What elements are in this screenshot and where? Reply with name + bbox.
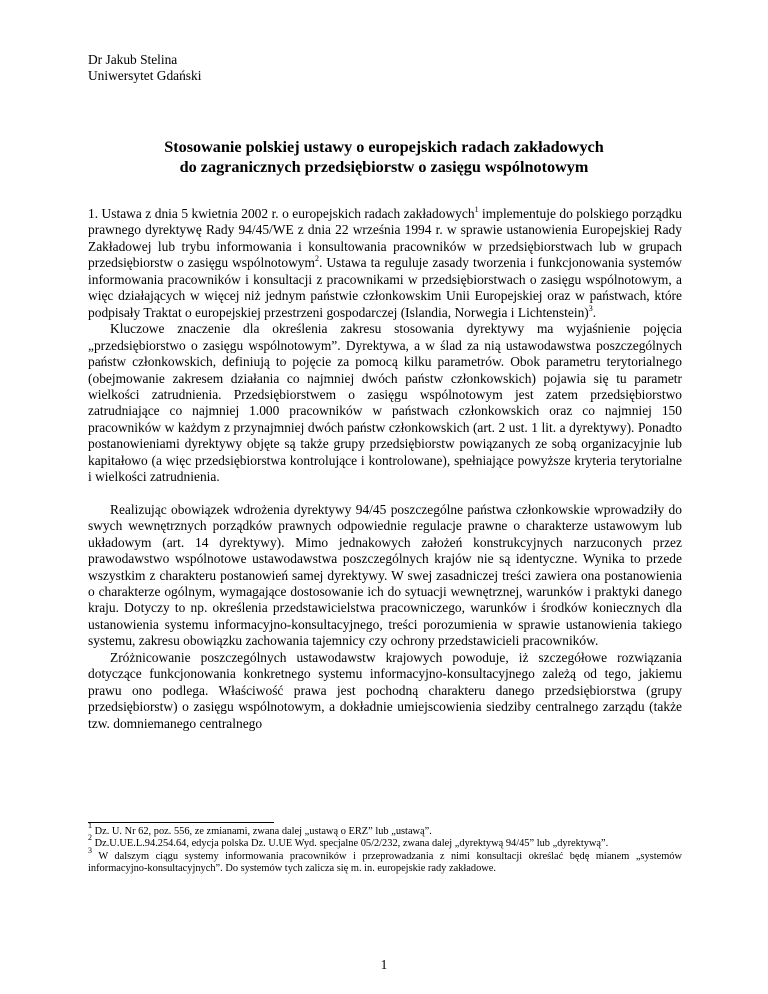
page-number: 1 [380,957,388,972]
footnote-ref-1: 1 [474,205,479,214]
paragraph-1-text-c: . Ustawa ta reguluje zasady tworzenia i funkcjonowania systemów informowania pracowników i konsultacji z pracownikami w przedsiębiorstwach o zasięgu wspólnotowym, a więc działających w więcej niż jednym państwie członkowskim Unii Europejskiej oraz w państwach, które podpisały Traktat o europejskiej przestrzeni gospodarczej (Islandia, Norwegia i Lichtenstein) [88,255,682,320]
footnote-1 [88,821,682,838]
paragraph-1-text-a: 1. Ustawa z dnia 5 kwietnia 2002 r. o europejskich radach zakładowych [88,206,475,221]
footnote-separator [88,822,274,823]
footnote-1-number: 1 [88,821,92,830]
footnote-3-text: W dalszym ciągu systemy informowania pracowników i przeprowadzania z nimi konsultacji określać będę mianem „systemów informacyjno-konsultacyjnych”. Do systemów tych zalicza się m. in. europejskie rady zakładowe. [88,850,682,874]
title-line-1: Stosowanie polskiej ustawy o europejskich radach zakładowych [164,138,604,156]
title-line-2: do zagranicznych przedsiębiorstw o zasięgu wspólnotowym [179,157,589,176]
author-name: Dr Jakub Stelina [88,52,178,67]
paragraph-4: Zróżnicowanie poszczególnych ustawodawstw krajowych powoduje, iż szczegółowe rozwiązania dotyczące funkcjonowania konkretnego systemu informacyjno-konsultacyjnego zależą od tego, jakiemu prawu ono podlega. Właściwość prawa jest pochodną charakteru danego przedsiębiorstwa (grupy przedsiębiorstw) o zasięgu wspólnotowym, a dokładnie umiejscowienia siedziby centralnego zarządu (także tzw. domniemanego centralnego [88,649,682,731]
paragraph-1-text-b: implementuje do polskiego porządku prawnego dyrektywę Rady 94/45/WE z dnia 22 września 1994 r. w sprawie ustanowienia Europejskiej Rady Zakładowej lub trybu informowania i konsultowania pracowników w przedsiębiorstwach lub w grupach przedsiębiorstw o zasięgu wspólnotowym [88,206,682,271]
paragraph-1-text-d: . [592,304,597,320]
body-text [88,206,682,732]
footnote-3-number: 3 [88,845,92,855]
document-title [88,138,680,177]
footnote-1-text: Dz. U. Nr 62, poz. 556, ze zmianami, zwana dalej „ustawą o ERZ” lub „ustawą”. [92,826,432,837]
footnote-3 [88,845,682,876]
footnote-ref-3: 3 [588,303,593,313]
footnote-2 [88,833,682,850]
paragraph-3: Realizując obowiązek wdrożenia dyrektywy 94/45 poszczególne państwa członkowskie wprowadziły do swych wewnętrznych porządków prawnych odpowiednie regulacje prawne o charakterze ustawowym lub układowym (art. 14 dyrektywy). Mimo jednakowych założeń konstrukcyjnych narzuconych przez prawodawstwo wspólnotowe ustawodawstwa poszczególnych krajów nie są identyczne. Wynika to przede wszystkim z charakteru postanowień samej dyrektywy. W swej zasadniczej treści zawiera ona postanowienia o charakterze ogólnym, wymagające dostosowanie ich do sytuacji wewnętrznej, warunków i praktyki danego kraju. Dotyczy to np. określenia przedstawicielstwa pracowniczego, warunków i środków koniecznych dla ustanowienia systemu informacyjno-konsultacyjnego, treści porozumienia w sprawie ustanowienia takiego systemu, zakresu obowiązku zachowania tajemnicy czy ochrony przedstawicieli pracowników. [88,501,682,649]
author-affiliation: Uniwersytet Gdański [88,68,202,83]
footnote-ref-2: 2 [314,254,319,264]
footnote-2-number: 2 [88,833,92,843]
footnote-2-text: Dz.U.UE.L.94.254.64, edycja polska Dz. U.UE Wyd. specjalne 05/2/232, zwana dalej „dyrektywą 94/45” lub „dyrektywą”. [92,838,609,850]
paragraph-2: Kluczowe znaczenie dla określenia zakresu stosowania dyrektywy ma wyjaśnienie pojęcia „przedsiębiorstwo o zasięgu wspólnotowym”. Dyrektywa, a w ślad za nią ustawodawstwa poszczególnych państw członkowskich, definiują to pojęcie za pomocą kilku parametrów. Obok parametru terytorialnego (obejmowanie zakresem działania co najmniej dwóch państw członkowskich) pojawia się tu parametr wielkości zatrudnienia. Przedsiębiorstwem o zasięgu wspólnotowym jest zatem przedsiębiorstwo zatrudniające co najmniej 1.000 pracowników w państwach członkowskich oraz co najmniej 150 pracowników w każdym z przynajmniej dwóch państw członkowskich (art. 2 ust. 1 lit. a dyrektywy). Ponadto postanowieniami dyrektywy objęte są także grupy przedsiębiorstw powiązanych ze sobą organizacyjnie lub kapitałowo (a więc przedsiębiorstwa kontrolujące i kontrolowane), spełniające powyższe kryteria terytorialne i wielkości zatrudnienia. [88,321,682,485]
author-block [88,52,201,84]
paragraph-1 [88,206,682,321]
footnotes [88,821,682,875]
